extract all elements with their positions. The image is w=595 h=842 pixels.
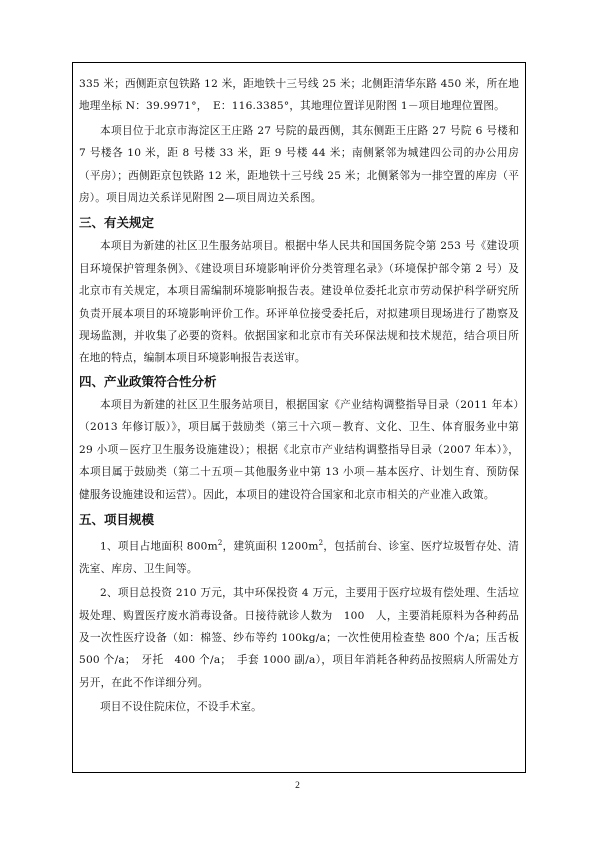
regulations-paragraph: 本项目为新建的社区卫生服务站项目。根据中华人民共和国国务院令第 253 号《建设项目环境保护管理条例》、《建设项目环境影响评价分类管理名录》（环境保护部令第 2 号）及北京市有关规定，本项目需编制环境影响报告表。建设单位委托北京市劳动保护科学研究所负责开展本项目的环境影响评价工作。环评单位接受委托后，对拟建项目现场进行了勘察及现场监测，并收集了必要的资料。依据国家和北京市有关环保法规和技术规范，结合项目所在地的特点，编制本项目环境影响报告表送审。 xyxy=(79,240,519,365)
surroundings-paragraph: 本项目位于北京市海淀区王庄路 27 号院的最西侧，其东侧距王庄路 27 号院 6 号楼和 7 号楼各 10 米，距 8 号楼 33 米，距 9 号楼 44 米；南侧紧邻为城建四公司的办公用房（平房）；西侧距京包铁路 12 米，距地铁十三号线 25 米；北侧紧邻为一排空置的库房（平房）。项目周边关系详见附图 2—项目周边关系图。 xyxy=(79,124,519,205)
page-number: 2 xyxy=(295,781,300,791)
document-body xyxy=(79,73,519,719)
scale-item-2: 2、项目总投资 210 万元，其中环保投资 4 万元，主要用于医疗垃圾有偿处理、生活垃圾处理、购置医疗废水消毒设备。日接待就诊人数为 100 人，主要消耗原料为各种药品及一次性医疗设备（如：棉签、纱布等约 100kg/a；一次性使用检查垫 800 个/a；压舌板 500 个/a； 牙托 400 个/a； 手套 1000 副/a），项目年消耗各种药品按照病人所需处方另开，在此不作详细分列。 xyxy=(79,587,519,689)
scale-item-1-part-a: 1、项目占地面积 800m xyxy=(100,540,218,553)
scale-note: 项目不设住院床位，不设手术室。 xyxy=(100,701,262,714)
scale-item-1-part-b: ，建筑面积 1200m xyxy=(222,540,319,553)
scale-item-1 xyxy=(79,532,519,580)
section-heading-industrial-policy: 四、产业政策符合性分析 xyxy=(79,373,217,389)
section-heading-project-scale: 五、项目规模 xyxy=(79,511,155,527)
superscript-2: 2 xyxy=(217,538,223,547)
superscript-2: 2 xyxy=(318,538,324,547)
scale-item-1-part-c: ，包括前台、诊室、医疗垃圾暂存处、清洗室、库房、卫生间等。 xyxy=(79,540,519,575)
location-paragraph-continued: 335 米；西侧距京包铁路 12 米，距地铁十三号线 25 米；北侧距清华东路 450 米，所在地地理坐标 N：39.9971°， E：116.3385°，其地理位置详见附图 1－项目地理位置图。 xyxy=(79,78,519,113)
industrial-policy-paragraph: 本项目为新建的社区卫生服务站项目，根据国家《产业结构调整指导目录（2011 年本）（2013 年修订版）》，项目属于鼓励类（第三十六项－教育、文化、卫生、体育服务业中第 29 小项－医疗卫生服务设施建设）；根据《北京市产业结构调整指导目录（2007 年本）》，本项目属于鼓励类（第二十五项－其他服务业中第 13 小项－基本医疗、计划生育、预防保健服务设施建设和运营）。因此，本项目的建设符合国家和北京市相关的产业准入政策。 xyxy=(79,398,519,501)
content-frame xyxy=(72,62,526,773)
section-heading-regulations: 三、有关规定 xyxy=(79,215,155,231)
